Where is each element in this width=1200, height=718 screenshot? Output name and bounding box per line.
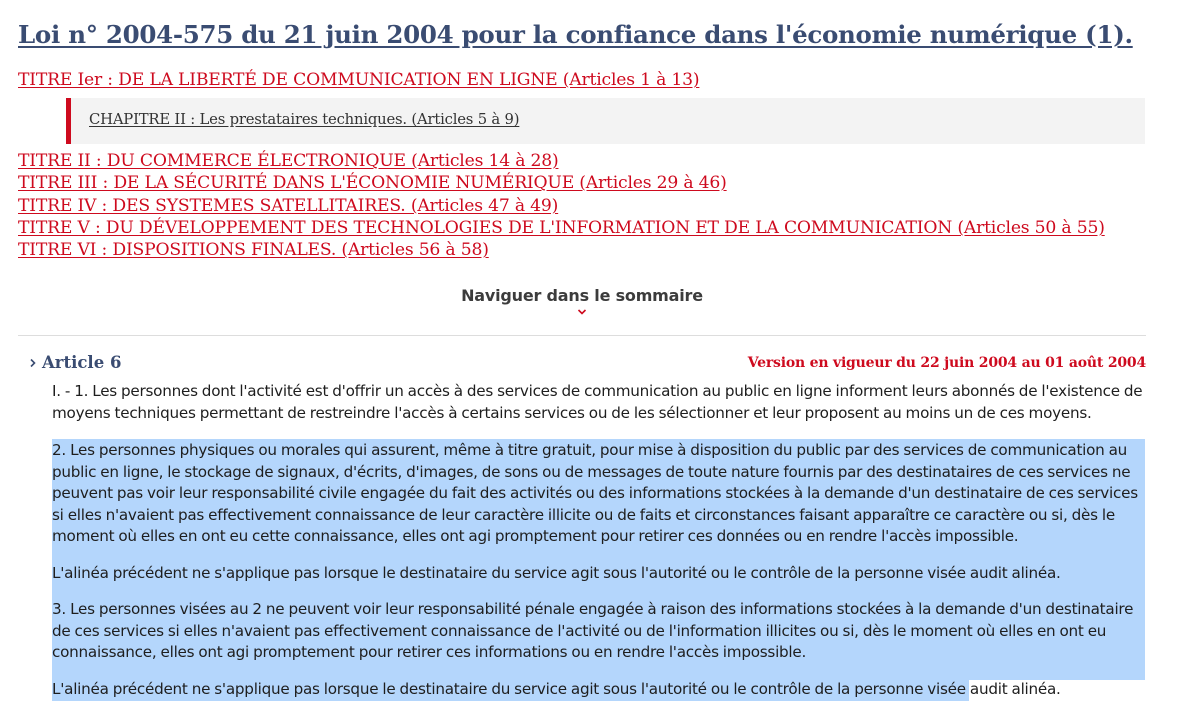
version-label: Version en vigueur du 22 juin 2004 au 01 août 2004 [747,355,1146,371]
titre-4-link[interactable]: TITRE IV : DES SYSTEMES SATELLITAIRES. (Articles 47 à 49) [18,196,559,216]
chapter-item [66,98,1145,144]
article-paragraph-2: 2. Les personnes physiques ou morales qui assurent, même à titre gratuit, pour mise à disposition du public par des services de communication au public en ligne, le stockage de signaux, d'écrits, d'images, de sons ou de messages de toute nature fournis par des destinataires de ces services ne peuvent pas voir leur responsabilité civile engagée du fait des activités ou des informations stockées à la demande d'un destinataire de ces services si elles n'avaient pas effectivement connaissance de leur caractère illicite ou de faits et circonstances faisant apparaître ce caractère ou si, dès le moment où elles en ont eu cette connaissance, elles ont agi promptement pour retirer ces données ou en rendre l'accès impossible. [52,441,1138,546]
chapter-link[interactable]: CHAPITRE II : Les prestataires techniques. (Articles 5 à 9) [89,111,520,128]
article-paragraph-3: L'alinéa précédent ne s'applique pas lorsque le destinataire du service agit sous l'autorité ou le contrôle de la personne visée audit alinéa. [52,564,1061,582]
article-paragraph-4: 3. Les personnes visées au 2 ne peuvent voir leur responsabilité pénale engagée à raison des informations stockées à la demande d'un destinataire de ces services si elles n'avaient pas effectivement connaissance de l'activité ou de l'information illicites ou si, dès le moment où elles en ont eu connaissance, elles ont agi promptement pour retirer ces informations ou en rendre l'accès impossible. [52,600,1134,662]
law-title-link[interactable]: Loi n° 2004-575 du 21 juin 2004 pour la confiance dans l'économie numérique (1). [18,20,1133,49]
article-toggle[interactable] [28,353,121,372]
chevron-right-icon [28,357,38,369]
titre-3-link[interactable]: TITRE III : DE LA SÉCURITÉ DANS L'ÉCONOMIE NUMÉRIQUE (Articles 29 à 46) [18,173,727,193]
divider [18,335,1146,336]
article-paragraph-5: L'alinéa précédent ne s'applique pas lorsque le destinataire du service agit sous l'autorité ou le contrôle de la personne visée audit alinéa. [52,680,1061,698]
titre-6-link[interactable]: TITRE VI : DISPOSITIONS FINALES. (Articles 56 à 58) [18,240,489,260]
nav-summary-toggle[interactable] [18,286,1146,316]
article-paragraph-1: I. - 1. Les personnes dont l'activité est d'offrir un accès à des services de communication au public en ligne informent leurs abonnés de l'existence de moyens techniques permettant de restreindre l'accès à certains services ou de les sélectionner et leur proposent au moins un de ces moyens. [52,382,1143,422]
titre-1-link[interactable]: TITRE Ier : DE LA LIBERTÉ DE COMMUNICATION EN LIGNE (Articles 1 à 13) [18,70,700,90]
titre-5-link[interactable]: TITRE V : DU DÉVELOPPEMENT DES TECHNOLOGIES DE L'INFORMATION ET DE LA COMMUNICATION (Articles 50 à 55) [18,218,1105,238]
titre-2-link[interactable]: TITRE II : DU COMMERCE ÉLECTRONIQUE (Articles 14 à 28) [18,151,559,171]
nav-summary-label: Naviguer dans le sommaire [461,286,703,305]
article-title: Article 6 [42,353,122,372]
chevron-down-icon [577,308,587,316]
